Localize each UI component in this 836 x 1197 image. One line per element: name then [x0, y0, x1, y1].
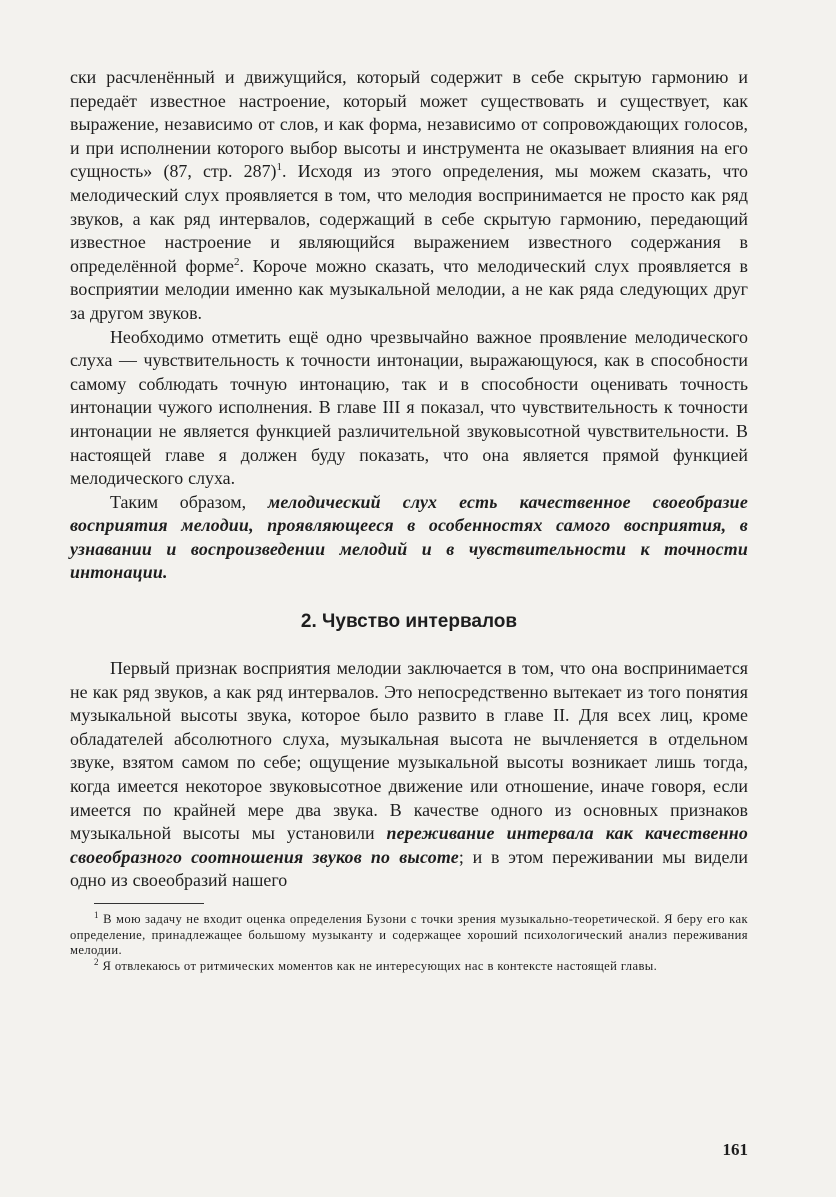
footnote-1: [70, 909, 748, 959]
page-number: 161: [722, 1140, 748, 1159]
footnote-ref-1: 1: [276, 161, 282, 174]
paragraph-1: [70, 66, 748, 326]
paragraph-3-emphasis: мелодический слух есть качественное своеобразие восприятия мелодии, проявляющееся в особенностях самого восприятия, в узнавании и воспроизведении мелодий и в чувствительности к точности интонации.: [70, 491, 748, 583]
paragraph-3-lead: Таким образом,: [110, 491, 268, 512]
paragraph-4-text-a: Первый признак восприятия мелодии заключается в том, что она воспринимается не как ряд звуков, а как ряд интервалов. Это непосредственно вытекает из того понятия музыкальной высоты звука, которое было развито в главе II. Для всех лиц, кроме обладателей абсолютного слуха, музыкальная высота не вычленяется в отдельном звуке, взятом самом по себе; ощущение музыкальной высоты возникает лишь тогда, когда имеется некоторое звуковысотное движение или отношение, иначе говоря, если имеется по крайней мере два звука. В качестве одного из основных признаков музыкальной высоты мы установили: [70, 658, 748, 844]
paragraph-4: [70, 657, 748, 893]
footnote-2-text: Я отвлекаюсь от ритмических моментов как не интересующих нас в контексте настоящей главы.: [102, 958, 658, 973]
footnote-1-text: В мою задачу не входит оценка определения Бузони с точки зрения музыкально-теоретической. Я беру его как определение, принадлежащее большому музыканту и содержащее хороший психологический анализ переживания мелодии.: [70, 912, 748, 958]
page-content: [70, 66, 748, 974]
paragraph-2: Необходимо отметить ещё одно чрезвычайно важное проявление мелодического слуха — чувствительность к точности интонации, выражающуюся, как в способности самому соблюдать точную интонацию, так и в способности оценивать точность интонации чужого исполнения. В главе III я показал, что чувствительность к точности интонации не является функцией различительной звуковысотной чувствительности. В настоящей главе я должен буду показать, что она является прямой функцией мелодического слуха.: [70, 326, 748, 489]
footnote-divider: [94, 903, 204, 904]
paragraph-3: [70, 491, 748, 585]
footnote-2-mark: 2: [94, 956, 99, 967]
footnote-ref-2: 2: [233, 255, 240, 268]
footnote-2: [70, 956, 748, 975]
section-title: 2. Чувство интервалов: [300, 611, 518, 633]
paragraph-1-text-a: ски расчленённый и движущийся, который содержит в себе скрытую гармонию и передаёт известное настроение, который может существовать и существует, как выражение, независимо от слов, и как форма, независимо от сопровождающих голосов, и при исполнении которого выбор высоты и инструмента не оказывает влияния на его сущность» (87, стр. 287): [70, 67, 748, 182]
paragraph-1-text-c: . Короче можно сказать, что мелодический слух проявляется в восприятии мелодии именно как музыкальной мелодии, а не как ряда следующих друг за другом звуков.: [70, 255, 748, 323]
paragraph-4-text-b: ; и в этом переживании мы видели одно из своеобразий нашего: [70, 846, 748, 891]
paragraph-1-text-b: . Исходя из этого определения, мы можем сказать, что мелодический слух проявляется в том, что мелодия воспринимается не просто как ряд звуков, а как ряд интервалов, содержащий в себе скрытую гармонию, передающий известное настроение и являющийся выражением известного содержания в определённой форме: [70, 161, 748, 276]
paragraph-4-emphasis: переживание интервала как качественно своеобразного соотношения звуков по высоте: [70, 823, 749, 867]
footnote-1-mark: 1: [94, 909, 99, 920]
